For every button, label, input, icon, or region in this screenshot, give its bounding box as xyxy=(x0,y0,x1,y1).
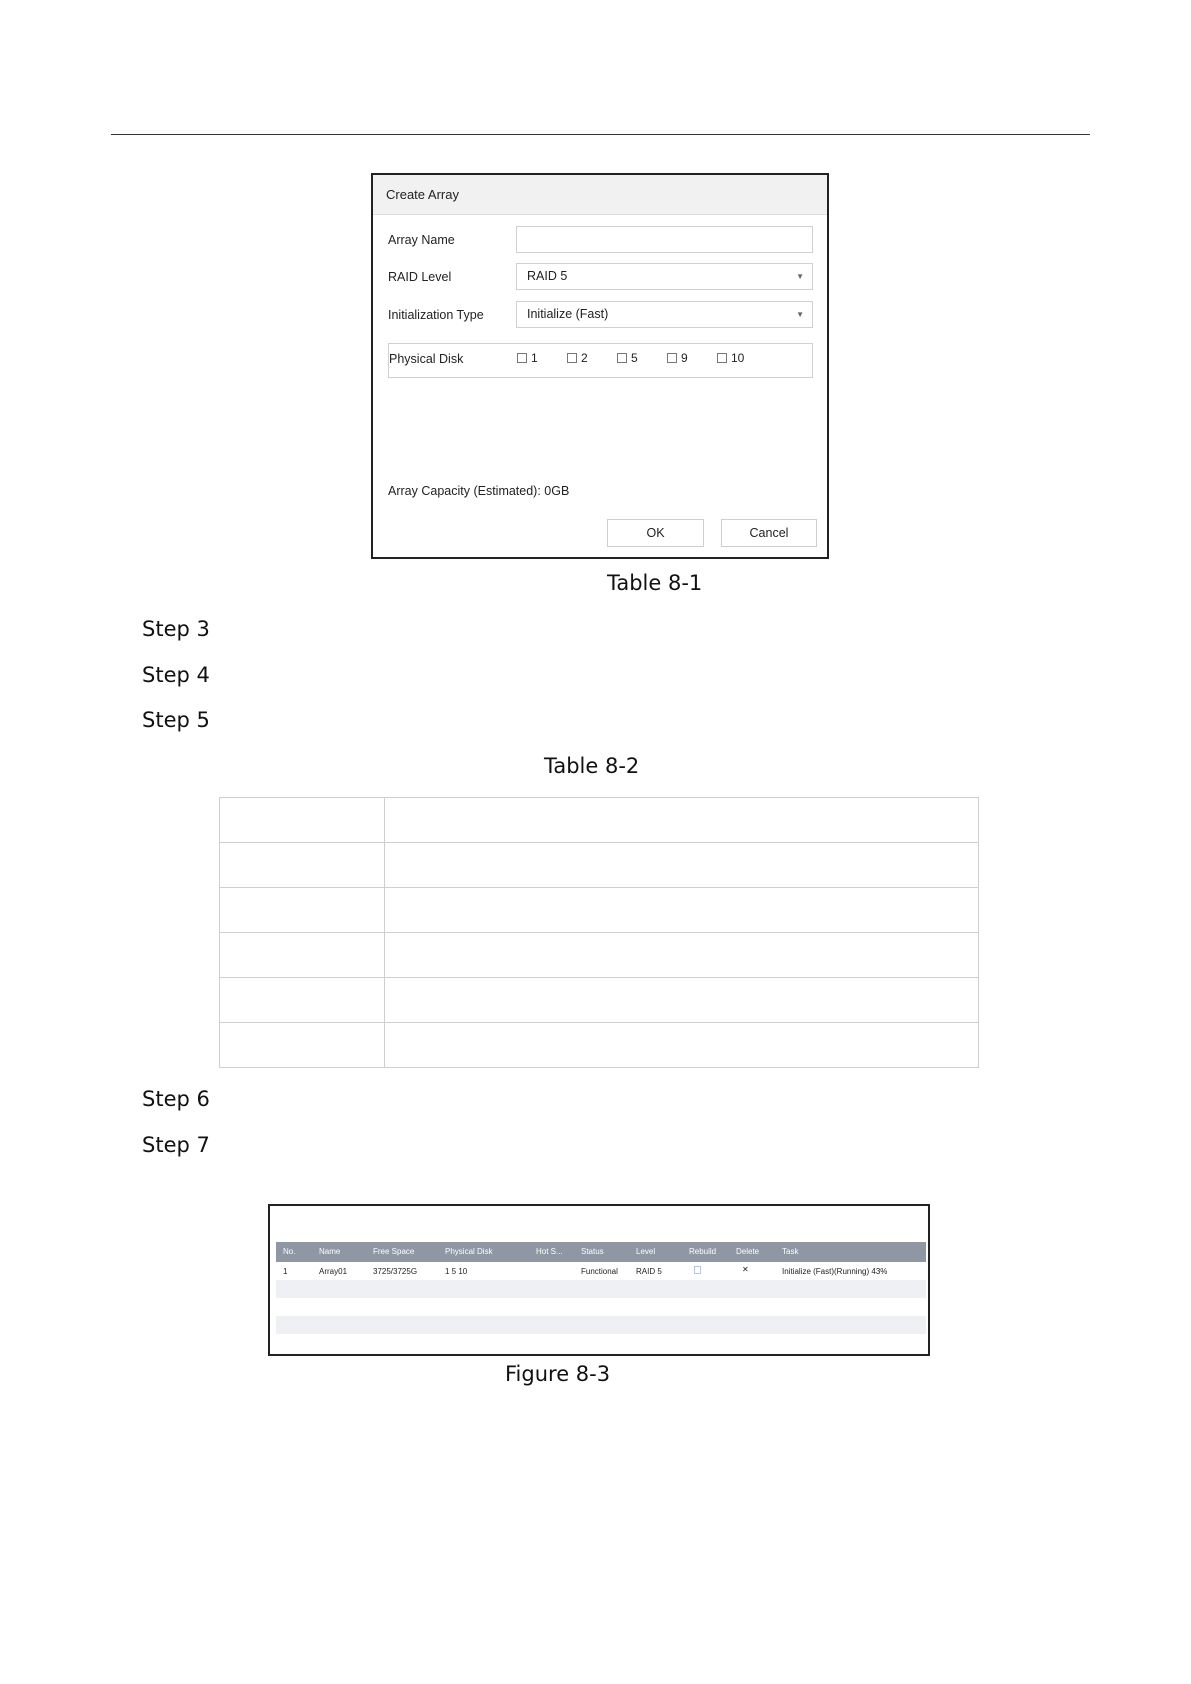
caption-table-8-2: Table 8-2 xyxy=(544,754,640,778)
checkbox-icon xyxy=(617,353,627,363)
step-6: Step 6 xyxy=(142,1087,210,1111)
raid-level-select[interactable] xyxy=(516,263,813,290)
array-list-figure xyxy=(268,1204,930,1356)
init-type-select[interactable] xyxy=(516,301,813,328)
disk-checkbox-10[interactable] xyxy=(717,351,744,365)
table-cell xyxy=(220,888,385,933)
raid-level-value: RAID 5 xyxy=(527,269,568,283)
table-row xyxy=(276,1298,926,1316)
table-cell xyxy=(385,798,979,843)
col-header-hot-spare: Hot S... xyxy=(536,1247,563,1256)
array-capacity-text: Array Capacity (Estimated): 0GB xyxy=(388,484,570,498)
rebuild-icon[interactable] xyxy=(694,1266,701,1274)
table-cell xyxy=(385,888,979,933)
cell-physical-disk: 1 5 10 xyxy=(445,1267,468,1276)
col-header-level: Level xyxy=(636,1247,656,1256)
step-3: Step 3 xyxy=(142,617,210,641)
delete-icon[interactable]: ✕ xyxy=(742,1265,749,1274)
caption-table-8-1: Table 8-1 xyxy=(607,571,703,595)
array-name-label: Array Name xyxy=(388,233,455,247)
col-header-status: Status xyxy=(581,1247,604,1256)
ok-button[interactable]: OK xyxy=(607,519,704,547)
table-row xyxy=(220,843,979,888)
cell-no: 1 xyxy=(283,1267,288,1276)
table-row xyxy=(220,798,979,843)
disk-label: 1 xyxy=(531,351,538,365)
disk-label: 10 xyxy=(731,351,745,365)
cell-task: Initialize (Fast)(Running) 43% xyxy=(782,1267,888,1276)
col-header-rebuild: Rebuild xyxy=(689,1247,717,1256)
table-cell xyxy=(385,843,979,888)
array-list-header xyxy=(276,1242,926,1262)
disk-label: 9 xyxy=(681,351,688,365)
disk-checkbox-5[interactable] xyxy=(617,351,638,365)
init-type-value: Initialize (Fast) xyxy=(527,307,609,321)
table-row xyxy=(276,1316,926,1334)
table-row xyxy=(276,1280,926,1298)
col-header-physical-disk: Physical Disk xyxy=(445,1247,493,1256)
checkbox-icon xyxy=(667,353,677,363)
chevron-down-icon: ▼ xyxy=(796,310,804,319)
physical-disk-row xyxy=(388,343,813,378)
table-cell xyxy=(220,798,385,843)
table-cell xyxy=(385,978,979,1023)
disk-checkbox-2[interactable] xyxy=(567,351,588,365)
col-header-no: No. xyxy=(283,1247,296,1256)
table-row xyxy=(220,933,979,978)
cell-status: Functional xyxy=(581,1267,618,1276)
cancel-button[interactable]: Cancel xyxy=(721,519,817,547)
disk-label: 2 xyxy=(581,351,588,365)
table-row xyxy=(220,1023,979,1068)
table-row xyxy=(220,978,979,1023)
table-cell xyxy=(220,1023,385,1068)
col-header-delete: Delete xyxy=(736,1247,760,1256)
array-name-input[interactable] xyxy=(516,226,813,253)
parameter-table xyxy=(219,797,979,1068)
physical-disk-label: Physical Disk xyxy=(389,352,464,366)
table-cell xyxy=(385,1023,979,1068)
table-row xyxy=(220,888,979,933)
disk-checkbox-1[interactable] xyxy=(517,351,538,365)
table-cell xyxy=(220,933,385,978)
cell-name: Array01 xyxy=(319,1267,348,1276)
col-header-name: Name xyxy=(319,1247,341,1256)
disk-checkbox-9[interactable] xyxy=(667,351,688,365)
init-type-label: Initialization Type xyxy=(388,308,484,322)
dialog-title: Create Array xyxy=(373,175,827,215)
disk-label: 5 xyxy=(631,351,638,365)
page-header-rule xyxy=(111,134,1090,135)
table-cell xyxy=(220,843,385,888)
raid-level-label: RAID Level xyxy=(388,270,452,284)
checkbox-icon xyxy=(517,353,527,363)
checkbox-icon xyxy=(717,353,727,363)
step-4: Step 4 xyxy=(142,663,210,687)
cell-level: RAID 5 xyxy=(636,1267,662,1276)
checkbox-icon xyxy=(567,353,577,363)
caption-figure-8-3: Figure 8-3 xyxy=(505,1362,611,1386)
cell-free-space: 3725/3725G xyxy=(373,1267,418,1276)
create-array-dialog xyxy=(371,173,829,559)
col-header-task: Task xyxy=(782,1247,799,1256)
step-5: Step 5 xyxy=(142,708,210,732)
col-header-free-space: Free Space xyxy=(373,1247,415,1256)
table-cell xyxy=(385,933,979,978)
table-cell xyxy=(220,978,385,1023)
table-row[interactable] xyxy=(276,1262,926,1280)
step-7: Step 7 xyxy=(142,1133,210,1157)
chevron-down-icon: ▼ xyxy=(796,272,804,281)
